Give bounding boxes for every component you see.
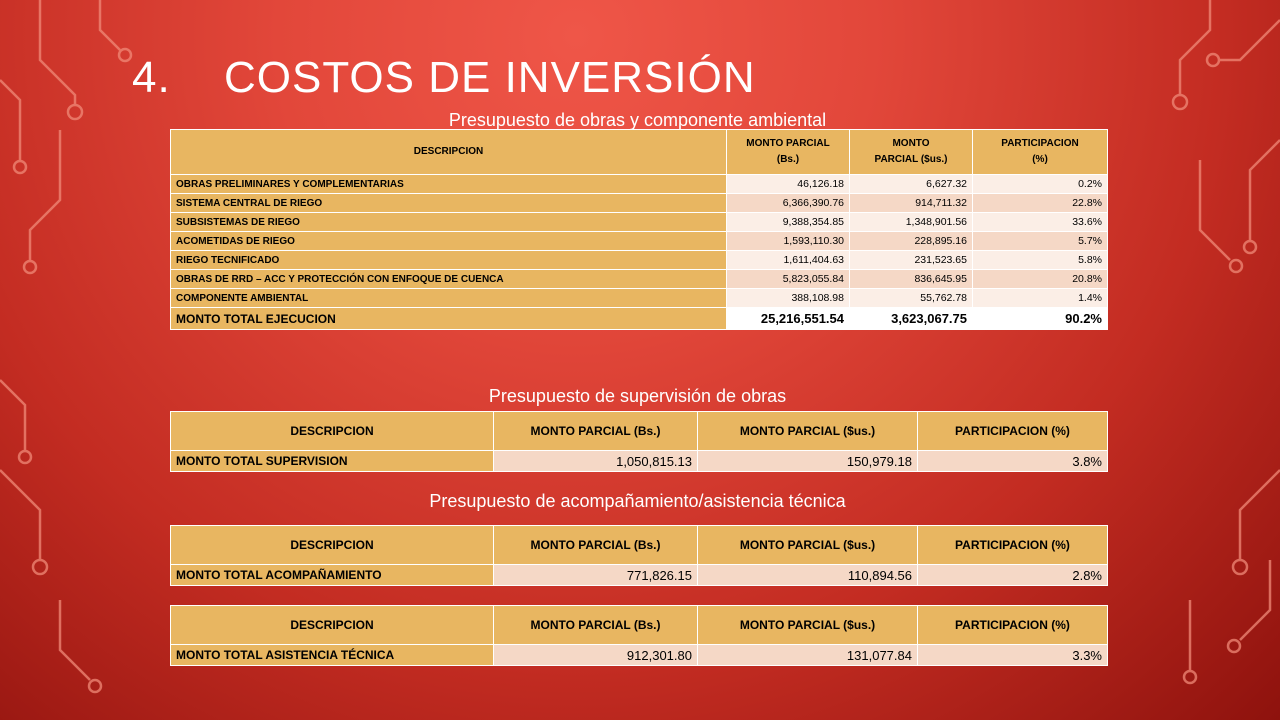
row-desc: RIEGO TECNIFICADO [171, 251, 727, 270]
row-us: 231,523.65 [850, 251, 973, 270]
row-bs: 388,108.98 [727, 289, 850, 308]
row-desc: ACOMETIDAS DE RIEGO [171, 232, 727, 251]
row-desc: MONTO TOTAL SUPERVISION [171, 451, 494, 472]
subtitle-supervision: Presupuesto de supervisión de obras [488, 386, 787, 406]
table-row [171, 270, 1108, 289]
table-total-row [171, 308, 1108, 330]
row-pct: 0.2% [973, 175, 1108, 194]
header-monto-us: MONTO PARCIAL ($us.) [698, 526, 918, 565]
header-monto-bs: MONTO PARCIAL (Bs.) [727, 130, 850, 175]
row-bs: 1,611,404.63 [727, 251, 850, 270]
table-row [171, 645, 1108, 666]
header-descripcion: DESCRIPCION [171, 526, 494, 565]
row-bs: 1,593,110.30 [727, 232, 850, 251]
table-supervision [170, 411, 1108, 472]
table-row [171, 213, 1108, 232]
table-row [171, 451, 1108, 472]
table-obras [170, 129, 1108, 330]
row-us: 836,645.95 [850, 270, 973, 289]
row-desc: OBRAS PRELIMINARES Y COMPLEMENTARIAS [171, 175, 727, 194]
row-pct: 33.6% [973, 213, 1108, 232]
table-row [171, 565, 1108, 586]
header-monto-bs: MONTO PARCIAL (Bs.) [494, 526, 698, 565]
row-bs: 46,126.18 [727, 175, 850, 194]
row-bs: 9,388,354.85 [727, 213, 850, 232]
row-bs: 912,301.80 [494, 645, 698, 666]
row-us: 1,348,901.56 [850, 213, 973, 232]
header-participacion: PARTICIPACION (%) [918, 606, 1108, 645]
row-desc: COMPONENTE AMBIENTAL [171, 289, 727, 308]
table-header-row [171, 412, 1108, 451]
row-desc: OBRAS DE RRD – ACC Y PROTECCIÓN CON ENFOQUE DE CUENCA [171, 270, 727, 289]
page-title [132, 53, 756, 102]
row-pct: 3.8% [918, 451, 1108, 472]
header-descripcion: DESCRIPCION [171, 130, 727, 175]
table-row [171, 175, 1108, 194]
row-us: 131,077.84 [698, 645, 918, 666]
table-row [171, 251, 1108, 270]
row-bs: 5,823,055.84 [727, 270, 850, 289]
header-monto-us: MONTO PARCIAL ($us.) [850, 130, 973, 175]
row-pct: 5.7% [973, 232, 1108, 251]
row-pct: 20.8% [973, 270, 1108, 289]
header-participacion: PARTICIPACION (%) [918, 526, 1108, 565]
row-us: 914,711.32 [850, 194, 973, 213]
table-row [171, 289, 1108, 308]
total-us: 3,623,067.75 [850, 308, 973, 330]
row-bs: 771,826.15 [494, 565, 698, 586]
row-pct: 22.8% [973, 194, 1108, 213]
header-monto-bs: MONTO PARCIAL (Bs.) [494, 412, 698, 451]
total-bs: 25,216,551.54 [727, 308, 850, 330]
row-pct: 5.8% [973, 251, 1108, 270]
table-row [171, 194, 1108, 213]
row-bs: 6,366,390.76 [727, 194, 850, 213]
row-desc: MONTO TOTAL ACOMPAÑAMIENTO [171, 565, 494, 586]
header-participacion: PARTICIPACION (%) [918, 412, 1108, 451]
subtitle-obras: Presupuesto de obras y componente ambiental [448, 110, 827, 130]
subtitle-acompanamiento: Presupuesto de acompañamiento/asistencia técnica [429, 491, 846, 511]
table-header-row [171, 130, 1108, 175]
row-us: 55,762.78 [850, 289, 973, 308]
row-desc: SISTEMA CENTRAL DE RIEGO [171, 194, 727, 213]
table-row [171, 232, 1108, 251]
header-monto-bs: MONTO PARCIAL (Bs.) [494, 606, 698, 645]
header-monto-us: MONTO PARCIAL ($us.) [698, 606, 918, 645]
table-header-row [171, 606, 1108, 645]
row-pct: 3.3% [918, 645, 1108, 666]
header-descripcion: DESCRIPCION [171, 606, 494, 645]
title-number: 4. [132, 53, 171, 102]
row-us: 6,627.32 [850, 175, 973, 194]
table-header-row [171, 526, 1108, 565]
total-pct: 90.2% [973, 308, 1108, 330]
row-desc: SUBSISTEMAS DE RIEGO [171, 213, 727, 232]
header-participacion: PARTICIPACION (%) [973, 130, 1108, 175]
row-us: 228,895.16 [850, 232, 973, 251]
header-descripcion: DESCRIPCION [171, 412, 494, 451]
row-pct: 1.4% [973, 289, 1108, 308]
row-us: 150,979.18 [698, 451, 918, 472]
row-pct: 2.8% [918, 565, 1108, 586]
table-acompanamiento [170, 525, 1108, 586]
row-desc: MONTO TOTAL ASISTENCIA TÉCNICA [171, 645, 494, 666]
title-text: COSTOS DE INVERSIÓN [224, 53, 756, 102]
table-asistencia-tecnica [170, 605, 1108, 666]
row-us: 110,894.56 [698, 565, 918, 586]
row-bs: 1,050,815.13 [494, 451, 698, 472]
header-monto-us: MONTO PARCIAL ($us.) [698, 412, 918, 451]
total-desc: MONTO TOTAL EJECUCION [171, 308, 727, 330]
